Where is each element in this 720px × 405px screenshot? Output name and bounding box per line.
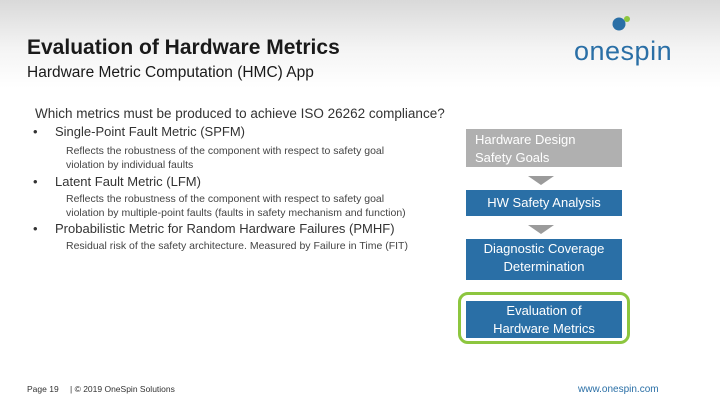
flow-step-line: Hardware Design [475, 132, 576, 147]
flow-step-line: Safety Goals [475, 149, 550, 165]
bullet-marker: • [33, 221, 38, 236]
footer-url[interactable]: www.onespin.com [578, 384, 659, 395]
desc-line: Reflects the robustness of the component with respect to safety goal [66, 193, 385, 205]
logo-text: onespin [574, 36, 673, 66]
flow-step-line: Diagnostic Coverage [483, 241, 605, 256]
copyright: | © 2019 OneSpin Solutions [70, 384, 175, 394]
bullet-desc-spfm [66, 144, 384, 172]
flow-step-hardware-design [466, 129, 622, 167]
bullet-marker: • [33, 124, 38, 139]
bullet-spfm [33, 124, 245, 139]
flow-arrow-down [528, 176, 554, 185]
bullet-label: Single-Point Fault Metric (SPFM) [55, 124, 245, 139]
flow-step-line: Evaluation of [506, 303, 582, 318]
bullet-marker: • [33, 174, 38, 189]
desc-line: violation by multiple-point faults (faults in safety mechanism and function) [66, 207, 406, 219]
desc-line: Reflects the robustness of the component with respect to safety goal [66, 145, 385, 157]
bullet-desc-lfm [66, 192, 406, 220]
flow-step-hw-safety-analysis [466, 190, 622, 216]
page-number: Page 19 [27, 384, 59, 394]
bullet-label: Probabilistic Metric for Random Hardware Failures (PMHF) [55, 221, 395, 236]
slide-subtitle: Hardware Metric Computation (HMC) App [27, 64, 314, 81]
onespin-logo [574, 14, 694, 64]
question-text: Which metrics must be produced to achieve ISO 26262 compliance? [35, 106, 445, 121]
flow-step-line: Hardware Metrics [493, 320, 595, 336]
slide-title: Evaluation of Hardware Metrics [27, 36, 340, 59]
bullet-desc-pmhf [66, 239, 408, 253]
flow-step-line: Determination [503, 258, 585, 274]
flow-step-diagnostic-coverage [466, 239, 622, 280]
bullet-lfm [33, 174, 201, 189]
flow-arrow-down [528, 225, 554, 234]
bullet-label: Latent Fault Metric (LFM) [55, 174, 201, 189]
flow-step-evaluation [466, 301, 622, 338]
bullet-pmhf [33, 221, 395, 236]
desc-line: violation by individual faults [66, 159, 194, 171]
flow-step-line: HW Safety Analysis [487, 195, 601, 210]
desc-line: Residual risk of the safety architecture. Measured by Failure in Time (FIT) [66, 240, 408, 252]
